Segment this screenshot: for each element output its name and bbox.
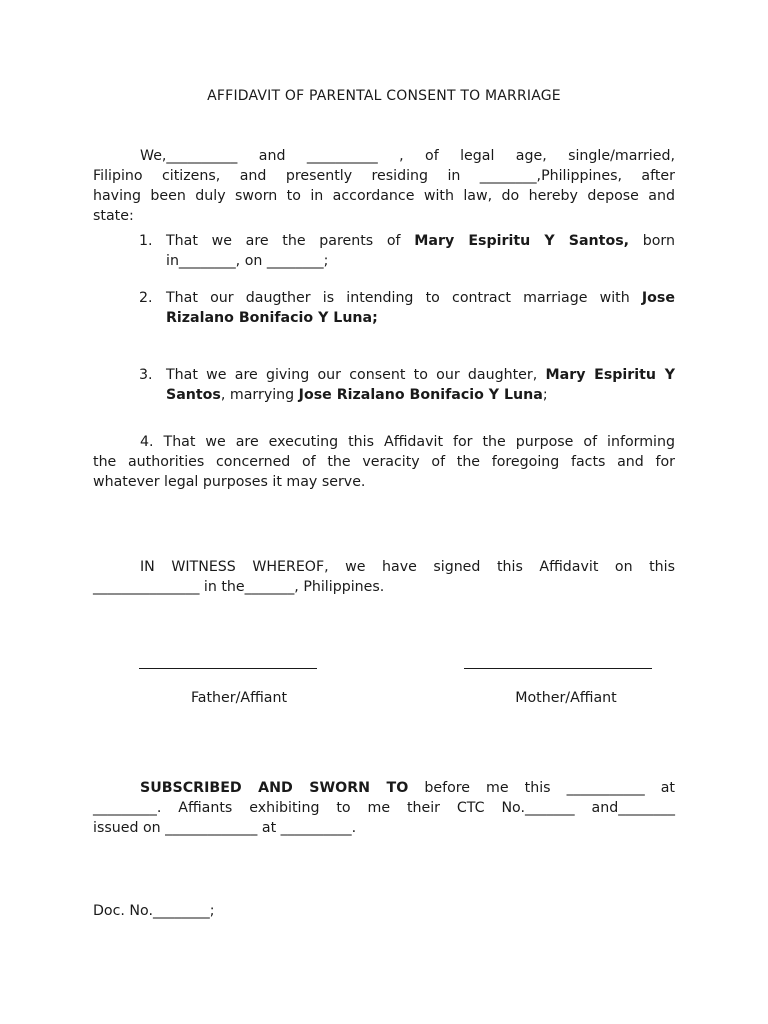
witness-line-2: _______________ in the_______, Philippines. [93,579,385,595]
item-4-line-2: the authorities concerned of the veracity of the foregoing facts and for [93,454,675,470]
item-3-bold-groom: Jose Rizalano Bonifacio Y Luna [298,387,543,403]
item-1-text: That we are the parents of [166,233,415,249]
item-number: 3. [139,367,153,383]
item-3-text-end: ; [542,387,548,403]
witness-line-1: IN WITNESS WHEREOF, we have signed this Affidavit on this [140,559,675,575]
intro-line-1: We,__________ and __________ , of legal age, single/married, [140,148,675,164]
item-4-line-3: whatever legal purposes it may serve. [93,474,366,490]
mother-signature-line [464,668,652,669]
item-3-bold-name-cont: Santos [166,387,221,403]
jurat-line-1: before me this ___________ at [408,780,675,796]
jurat-line-2: _________. Affiants exhibiting to me their CTC No._______ and________ [93,800,675,816]
father-signature-line [139,668,317,669]
intro-line-2: Filipino citizens, and presently residing in ________,Philippines, after [93,168,675,184]
item-3-text-mid: , marrying [220,387,299,403]
list-item-1 [93,231,675,271]
intro-line-4: state: [93,208,134,224]
father-affiant-label: Father/Affiant [190,690,288,706]
doc-number: Doc. No.________; [93,903,215,919]
item-1-text-end: born [629,233,675,249]
intro-line-3: having been duly sworn to in accordance with law, do hereby depose and [93,188,675,204]
jurat-bold-heading: SUBSCRIBED AND SWORN TO [140,780,409,796]
mother-affiant-label: Mother/Affiant [515,690,617,706]
item-number: 1. [139,233,153,249]
item-1-bold-name: Mary Espiritu Y Santos, [414,233,630,249]
item-3-text: That we are giving our consent to our daughter, [166,367,546,383]
list-item-3 [93,365,675,405]
item-4-line-1: 4. That we are executing this Affidavit for the purpose of informing [140,434,675,450]
jurat-paragraph [93,778,675,838]
item-1-line-2: in________, on ________; [166,253,329,269]
list-item-2 [93,288,675,328]
item-3-bold-name: Mary Espiritu Y [545,367,675,383]
jurat-line-3: issued on _____________ at __________. [93,820,357,836]
item-number: 2. [139,290,153,306]
item-2-bold-name-cont: Rizalano Bonifacio Y Luna; [166,310,378,326]
witness-paragraph [93,557,675,597]
item-4-paragraph [93,432,675,492]
intro-paragraph [93,146,675,226]
item-2-text: That our daugther is intending to contract marriage with [166,290,642,306]
document-title: AFFIDAVIT OF PARENTAL CONSENT TO MARRIAGE [207,88,561,104]
item-2-bold-name: Jose [641,290,675,306]
